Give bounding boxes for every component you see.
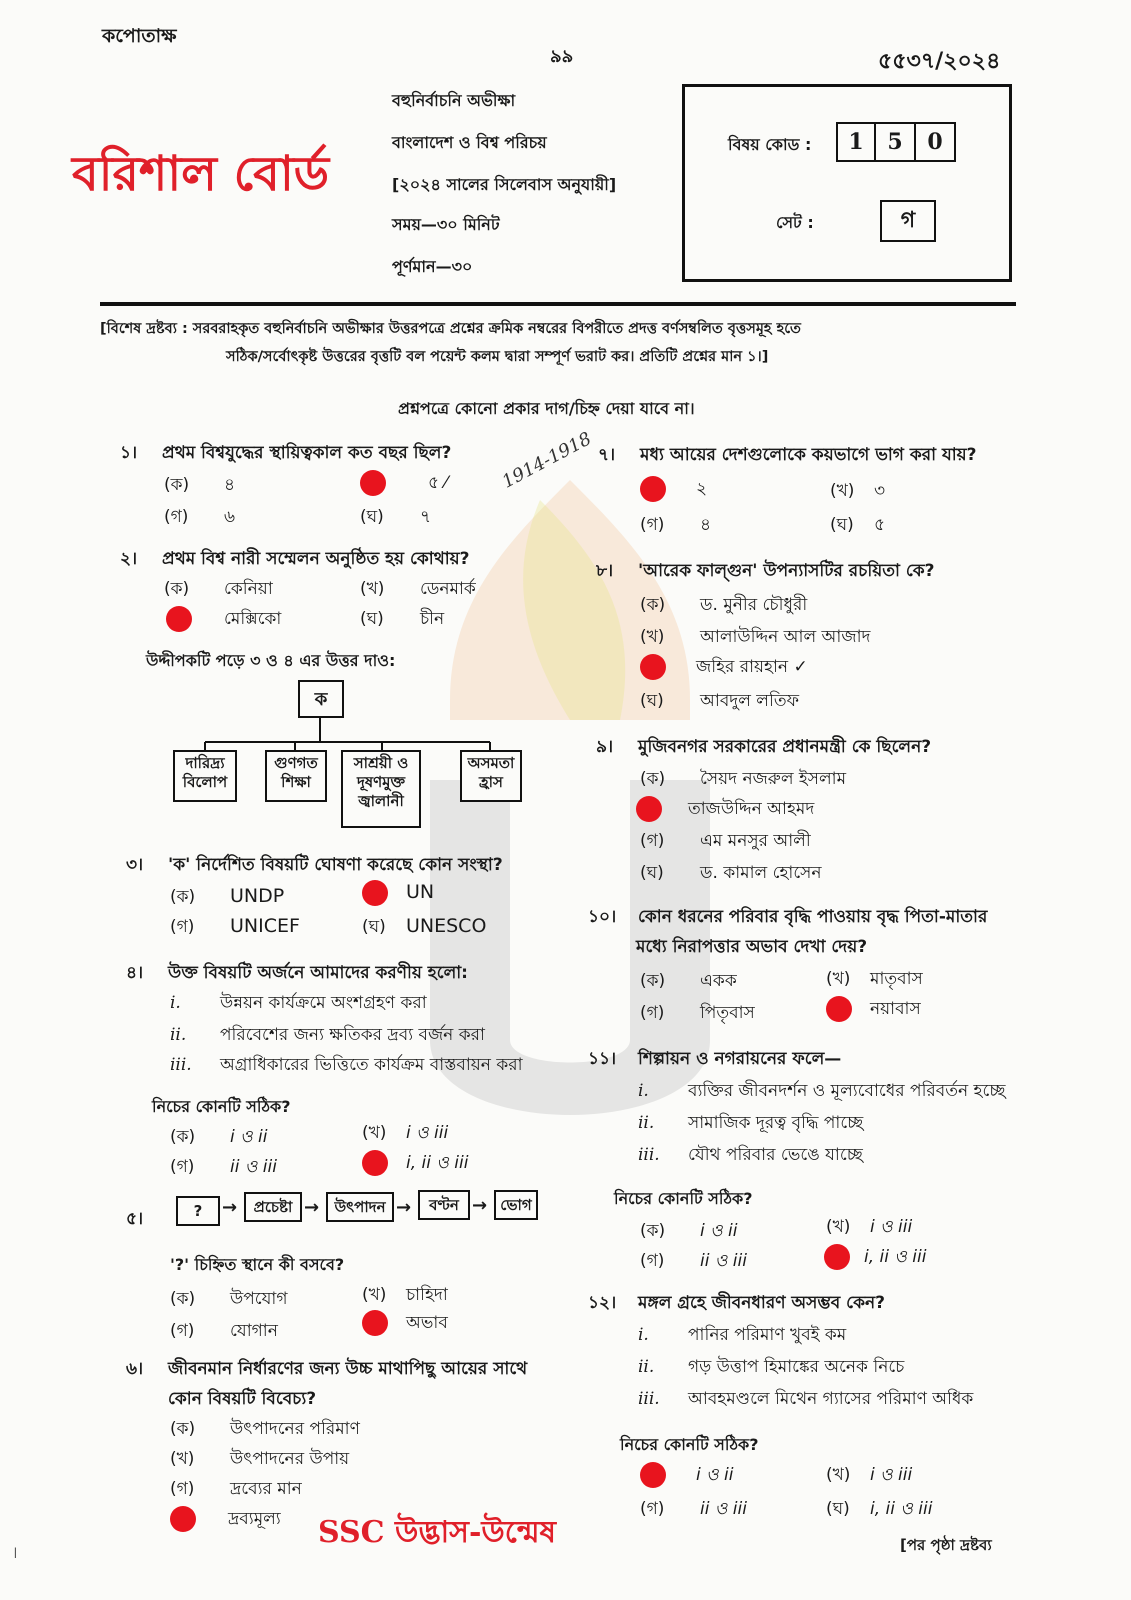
check-mark: ✓ [793, 657, 808, 677]
which-correct: নিচের কোনটি সঠিক? [152, 1097, 291, 1116]
diagram-node: অসমতা হ্রাস [460, 750, 522, 802]
option[interactable]: (গ) ৪ [640, 515, 712, 535]
option-selected[interactable]: দ্রব্যমূল্য [170, 1506, 281, 1534]
statement: iii. আবহমণ্ডলে মিথেন গ্যাসের পরিমাণ অধিক [638, 1389, 974, 1409]
which-correct: নিচের কোনটি সঠিক? [620, 1435, 759, 1454]
question-5-text: '?' চিহ্নিত স্থানে কী বসবে? [170, 1255, 345, 1274]
option-selected[interactable]: ৫ ⁄ [360, 470, 447, 498]
board-title: বরিশাল বোর্ড [72, 146, 330, 202]
statement: iii. অগ্রাধিকারের ভিত্তিতে কার্যক্রম বাস্তবায়ন করা [170, 1055, 523, 1075]
option-selected[interactable]: তাজউদ্দিন আহমদ [636, 796, 814, 824]
flow-arrow: → [396, 1197, 412, 1218]
subject-code-digit: 1 [836, 122, 876, 162]
option[interactable]: (ক) i ও ii [170, 1127, 268, 1147]
filled-bubble [640, 476, 666, 502]
option[interactable]: (গ) দ্রব্যের মান [170, 1479, 302, 1499]
option-selected[interactable]: নয়াবাস [826, 996, 921, 1024]
flow-box: প্রচেষ্টা [244, 1192, 302, 1222]
question-2: ২। প্রথম বিশ্ব নারী সম্মেলন অনুষ্ঠিত হয় কোথায়? [120, 549, 470, 569]
filled-bubble [640, 1462, 666, 1488]
option[interactable]: (ক) উৎপাদনের পরিমাণ [170, 1419, 360, 1439]
filled-bubble [362, 880, 388, 906]
flow-arrow: → [222, 1197, 238, 1218]
option[interactable]: (ক) কেনিয়া [164, 579, 273, 599]
filled-bubble [170, 1506, 196, 1532]
option-selected[interactable]: ২ [640, 476, 707, 504]
statement: iii. যৌথ পরিবার ভেঙে যাচ্ছে [638, 1145, 863, 1165]
question-3: ৩। 'ক' নির্দেশিত বিষয়টি ঘোষণা করেছে কোন সংস্থা? [126, 855, 503, 875]
set-label: সেট : [776, 213, 814, 232]
filled-bubble [362, 1310, 388, 1336]
question-12: ১২। মঙ্গল গ্রহে জীবনধারণ অসম্ভব কেন? [588, 1293, 885, 1313]
option[interactable]: (খ) মাতৃবাস [826, 969, 923, 989]
next-page-note: [পর পৃষ্ঠা দ্রষ্টব্য [900, 1536, 992, 1554]
option-selected[interactable]: UN [362, 880, 434, 906]
marking-note: প্রশ্নপত্রে কোনো প্রকার দাগ/চিহ্ন দেয়া যাবে না। [398, 399, 695, 418]
question-11: ১১। শিল্পায়ন ও নগরায়নের ফলে— [588, 1049, 842, 1069]
subject-name: বাংলাদেশ ও বিশ্ব পরিচয় [392, 133, 547, 152]
option[interactable]: (খ) ডেনমার্ক [360, 579, 476, 599]
flow-arrow: → [472, 1195, 488, 1216]
filled-bubble [360, 470, 386, 496]
exam-type: বহুনির্বাচনি অভীক্ষা [392, 91, 516, 110]
option[interactable]: (ক) একক [640, 971, 737, 991]
header-divider [100, 302, 1016, 306]
option[interactable]: (গ) যোগান [170, 1321, 278, 1341]
full-marks: পূর্ণমান—৩০ [392, 257, 473, 276]
instruction-line-1: [বিশেষ দ্রষ্টব্য : সরবরাহকৃত বহুনির্বাচনি অভীক্ষার উত্তরপত্রে প্রশ্নের ক্রমিক নম্বরের বিপরীতে প্রদত্ত বর্ণসম্বলিত বৃত্তসমূহ হতে [100, 321, 801, 337]
filled-bubble [636, 796, 662, 822]
option-selected[interactable]: মেক্সিকো [166, 606, 281, 634]
filled-bubble [826, 996, 852, 1022]
question-8: ৮। 'আরেক ফাল্গুন' উপন্যাসটির রচয়িতা কে? [596, 561, 935, 581]
handwritten-note: 1914-1918 [498, 428, 595, 493]
option[interactable]: (খ) i ও iii [826, 1465, 913, 1485]
option[interactable]: (গ) ii ও iii [170, 1157, 277, 1177]
option[interactable]: (খ) i ও iii [362, 1123, 449, 1143]
syllabus-note: [২০২৪ সালের সিলেবাস অনুযায়ী] [392, 175, 617, 194]
option[interactable]: (খ) উৎপাদনের উপায় [170, 1449, 350, 1469]
diagram-node: সাশ্রয়ী ও দূষণমুক্ত জ্বালানী [341, 750, 421, 828]
code-set-box [682, 84, 1012, 282]
question-10: ১০। কোন ধরনের পরিবার বৃদ্ধি পাওয়ায় বৃদ্ধ পিতা-মাতার [588, 907, 988, 927]
option-selected[interactable]: i, ii ও iii [824, 1244, 926, 1272]
statement: ii. পরিবেশের জন্য ক্ষতিকর দ্রব্য বর্জন করা [170, 1025, 485, 1045]
option[interactable]: (ঘ) আবদুল লতিফ [640, 691, 800, 711]
diagram-node: গুণগত শিক্ষা [265, 750, 327, 802]
option[interactable]: (ঘ) UNESCO [362, 915, 487, 937]
flow-box: ? [176, 1196, 220, 1226]
filled-bubble [824, 1244, 850, 1270]
option[interactable]: (গ) ii ও iii [640, 1251, 747, 1271]
option[interactable]: (ক) UNDP [170, 885, 285, 907]
option[interactable]: (ক) i ও ii [640, 1221, 738, 1241]
subject-code-digit: 5 [876, 122, 916, 162]
option[interactable]: (গ) পিতৃবাস [640, 1003, 755, 1023]
option[interactable]: (খ) ৩ [830, 481, 886, 501]
subject-code-digit: 0 [916, 122, 956, 162]
filled-bubble [640, 654, 666, 680]
exam-time: সময়—৩০ মিনিট [392, 215, 500, 234]
question-5-number: ৫। [126, 1209, 144, 1229]
reference-code: ৫৫৩৭/২০২৪ [878, 49, 1001, 74]
flow-box: উৎপাদন [326, 1192, 394, 1222]
flow-arrow: → [304, 1197, 320, 1218]
option-selected[interactable]: i, ii ও iii [362, 1150, 468, 1178]
question-number: ১। [120, 443, 138, 463]
statement: i. ব্যক্তির জীবনদর্শন ও মূল্যবোধের পরিবর্তন হচ্ছে [638, 1081, 1006, 1101]
option[interactable]: (ঘ) ৭ [360, 507, 432, 527]
which-correct: নিচের কোনটি সঠিক? [614, 1189, 753, 1208]
diagram-root: ক [298, 680, 344, 718]
side-mark: ৷ [14, 1543, 17, 1562]
question-6-continued: কোন বিষয়টি বিবেচ্য? [168, 1389, 317, 1409]
flow-box: বণ্টন [418, 1190, 470, 1220]
filled-bubble [362, 1150, 388, 1176]
option[interactable]: (ক) সৈয়দ নজরুল ইসলাম [640, 769, 847, 789]
option[interactable]: (ঘ) চীন [360, 609, 445, 629]
option[interactable]: (গ) UNICEF [170, 915, 300, 937]
option-selected[interactable]: জহির রায়হান ✓ [640, 654, 808, 682]
footer-brand: SSC উদ্ভাস-উন্মেষ [318, 1515, 557, 1550]
subject-code-boxes [836, 122, 956, 162]
statement: i. উন্নয়ন কার্যক্রমে অংশগ্রহণ করা [170, 993, 427, 1013]
question-10-continued: মধ্যে নিরাপত্তার অভাব দেখা দেয়? [636, 937, 868, 957]
stimulus-instruction: উদ্দীপকটি পড়ে ৩ ও ৪ এর উত্তর দাও: [146, 651, 396, 670]
subject-code-label: বিষয় কোড : [728, 135, 812, 154]
option[interactable]: (গ) এম মনসুর আলী [640, 831, 811, 851]
corner-label: কপোতাক্ষ [102, 25, 177, 47]
diagram-node: দারিদ্র্য বিলোপ [173, 750, 237, 802]
option[interactable]: (ক) ড. মুনীর চৌধুরী [640, 595, 808, 615]
option[interactable]: (গ) ii ও iii [640, 1499, 747, 1519]
question-4: ৪। উক্ত বিষয়টি অর্জনে আমাদের করণীয় হলো: [126, 963, 468, 983]
question-6: ৬। জীবনমান নির্ধারণের জন্য উচ্চ মাথাপিছু আয়ের সাথে [126, 1359, 528, 1379]
statement: i. পানির পরিমাণ খুবই কম [638, 1325, 847, 1345]
statement: ii. গড় উত্তাপ হিমাঙ্কের অনেক নিচে [638, 1357, 905, 1377]
question-9: ৯। মুজিবনগর সরকারের প্রধানমন্ত্রী কে ছিলেন? [596, 737, 932, 757]
option[interactable]: (গ) ৬ [164, 507, 236, 527]
option-selected[interactable]: অভাব [362, 1310, 448, 1338]
filled-bubble [166, 606, 192, 632]
option[interactable]: (ঘ) i, ii ও iii [826, 1499, 933, 1519]
option[interactable]: (খ) চাহিদা [362, 1285, 448, 1305]
question-1 [120, 440, 451, 468]
page-number: ৯৯ [550, 46, 574, 67]
statement: ii. সামাজিক দূরত্ব বৃদ্ধি পাচ্ছে [638, 1113, 864, 1133]
option[interactable]: (ক) উপযোগ [170, 1289, 288, 1309]
flow-box: ভোগ [494, 1190, 538, 1220]
option[interactable]: (ঘ) ৫ [830, 515, 886, 535]
option[interactable]: (খ) আলাউদ্দিন আল আজাদ [640, 627, 871, 647]
instruction-line-2: সঠিক/সর্বোৎকৃষ্ট উত্তরের বৃত্তটি বল পয়েন্ট কলম দ্বারা সম্পূর্ণ ভরাট কর। প্রতিটি প্রশ্নের মান ১।] [226, 349, 769, 365]
check-mark: ⁄ [444, 473, 448, 493]
set-value: গ [880, 200, 936, 242]
question-7: ৭। মধ্য আয়ের দেশগুলোকে কয়ভাগে ভাগ করা যায়? [598, 445, 977, 465]
option[interactable]: (ক) ৪ [164, 475, 236, 495]
option[interactable]: (খ) i ও iii [826, 1217, 913, 1237]
option[interactable]: (ঘ) ড. কামাল হোসেন [640, 863, 822, 883]
question-text: প্রথম বিশ্বযুদ্ধের স্থায়িত্বকাল কত বছর ছিল? [162, 443, 452, 463]
option-selected[interactable]: i ও ii [640, 1462, 734, 1490]
